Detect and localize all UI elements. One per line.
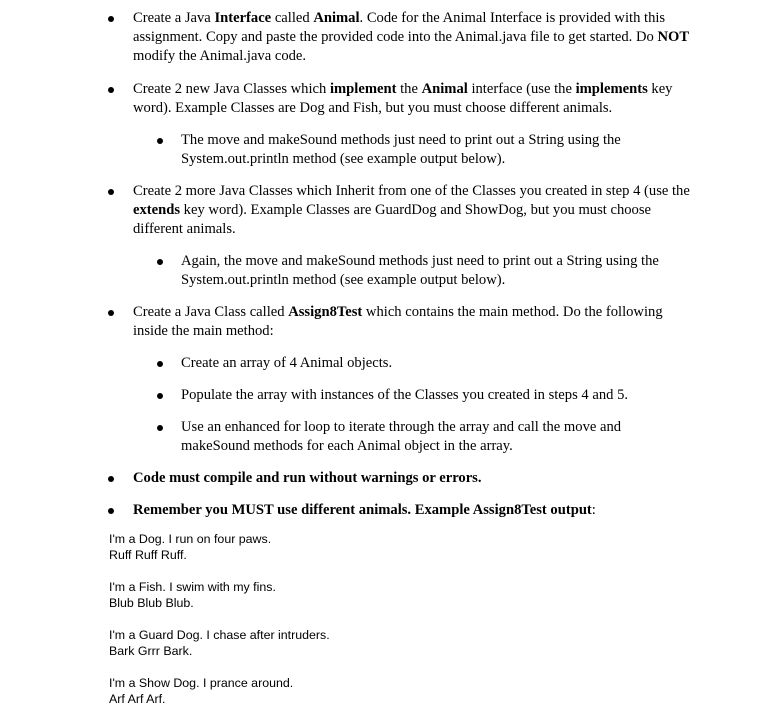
bold-text: NOT: [657, 29, 690, 45]
bold-text: Assign8Test: [288, 304, 363, 320]
text-run: Create a Java Class called: [133, 304, 289, 320]
example-output-show-dog: [109, 675, 293, 707]
text-run: modify the Animal.java code.: [133, 48, 307, 64]
text-run: . Code for the Animal Interface is provided with this assignment. Copy and paste the provided code into the Animal.java file to get started. Do: [133, 10, 666, 45]
text-run: the: [396, 81, 422, 97]
bold-text: Animal: [313, 10, 360, 26]
bullet-text: Create an array of 4 Animal objects.: [181, 355, 393, 371]
bullet-text: Use an enhanced for loop to iterate through the array and call the move and makeSound methods for each Animal object in the array.: [181, 419, 622, 454]
bullet-dot-icon: [108, 310, 114, 316]
bullet-dot-icon: [157, 425, 163, 431]
bold-text: Remember you MUST use different animals. Example Assign8Test output: [133, 502, 592, 518]
text-run: :: [591, 502, 596, 518]
text-run: key word). Example Classes are Dog and Fish, but you must choose different animals.: [133, 81, 673, 116]
bullet-dot-icon: [108, 87, 114, 93]
example-output-fish: [109, 579, 276, 611]
output-line: Arf Arf Arf.: [109, 692, 166, 706]
bullet-text: [133, 303, 693, 341]
bullet-dot-icon: [108, 508, 114, 514]
output-line: Ruff Ruff Ruff.: [109, 548, 187, 562]
bullet-dot-icon: [108, 189, 114, 195]
example-output-guard-dog: [109, 627, 330, 659]
bullet-text: [133, 501, 693, 520]
text-run: which contains the main method. Do the following inside the main method:: [133, 304, 663, 339]
bullet-dot-icon: [157, 259, 163, 265]
output-line: I'm a Dog. I run on four paws.: [109, 532, 272, 546]
bullet-text: Populate the array with instances of the Classes you created in steps 4 and 5.: [181, 387, 629, 403]
output-line: Blub Blub Blub.: [109, 596, 194, 610]
text-run: Create 2 more Java Classes which Inherit from one of the Classes you created in step 4 (use the: [133, 183, 690, 199]
text-run: interface (use the: [467, 81, 576, 97]
bullet-text: [133, 469, 693, 488]
bold-text: implement: [329, 81, 397, 97]
text-run: Create a Java: [133, 10, 215, 26]
text-run: Create 2 new Java Classes which: [133, 81, 330, 97]
example-output-dog: [109, 531, 271, 563]
bullet-text: [133, 182, 693, 239]
output-line: I'm a Fish. I swim with my fins.: [109, 580, 276, 594]
bullet-dot-icon: [157, 138, 163, 144]
bold-text: Code must compile and run without warnings or errors.: [133, 470, 482, 486]
text-run: key word). Example Classes are GuardDog and ShowDog, but you must choose different animals.: [133, 202, 652, 237]
bold-text: Animal: [421, 81, 468, 97]
output-line: I'm a Show Dog. I prance around.: [109, 676, 294, 690]
bold-text: extends: [133, 202, 181, 218]
text-run: called: [271, 10, 314, 26]
bold-text: implements: [575, 81, 648, 97]
output-line: I'm a Guard Dog. I chase after intruders.: [109, 628, 330, 642]
bold-text: Interface: [214, 10, 272, 26]
bullet-dot-icon: [108, 476, 114, 482]
bullet-text: [133, 9, 693, 66]
bullet-dot-icon: [108, 16, 114, 22]
bullet-text: Again, the move and makeSound methods just need to print out a String using the System.out.println method (see example output below).: [181, 253, 659, 288]
bullet-dot-icon: [157, 393, 163, 399]
output-line: Bark Grrr Bark.: [109, 644, 193, 658]
bullet-text: [133, 80, 693, 118]
bullet-dot-icon: [157, 361, 163, 367]
bullet-text: The move and makeSound methods just need to print out a String using the System.out.println method (see example output below).: [181, 132, 621, 167]
